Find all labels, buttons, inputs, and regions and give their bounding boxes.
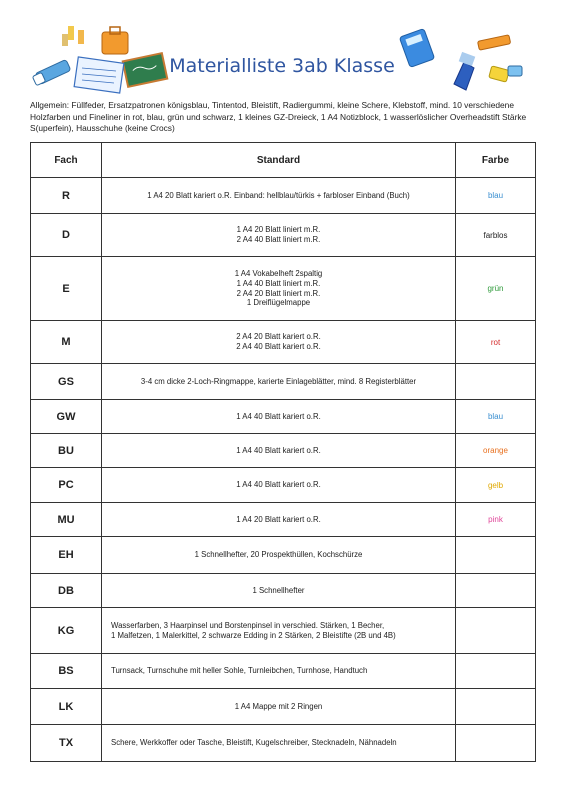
table-row [31, 178, 536, 214]
table-row [31, 537, 536, 574]
standard-line: 3-4 cm dicke 2-Loch-Ringmappe, karierte Einlageblätter, mind. 8 Registerblätter [140, 376, 417, 386]
standard-cell [102, 654, 456, 689]
standard-line: 1 A4 20 Blatt kariert o.R. Einband: hellblau/türkis + farbloser Einband (Buch) [147, 190, 410, 200]
standard-line: 1 Schnellhefter, 20 Prospekthüllen, Kochschürze [194, 550, 363, 560]
table-row [31, 364, 536, 400]
standard-line: 2 A4 40 Blatt liniert m.R. [236, 235, 321, 244]
standard-cell [102, 178, 456, 214]
subject-cell: BS [31, 654, 102, 689]
standard-line: 2 A4 40 Blatt kariert o.R. [236, 342, 321, 351]
standard-line: Turnsack, Turnschuhe mit heller Sohle, Turnleibchen, Turnhose, Handtuch [111, 666, 368, 676]
standard-line: 1 A4 40 Blatt kariert o.R. [236, 480, 321, 490]
color-cell [456, 537, 536, 574]
table-row [31, 468, 536, 503]
page-title: Materialliste 3ab Klasse [169, 55, 395, 77]
standard-cell [102, 321, 456, 364]
standard-cell [102, 434, 456, 468]
standard-line: Wasserfarben, 3 Haarpinsel und Borstenpinsel in verschied. Stärken, 1 Becher, [111, 620, 385, 630]
color-cell: blau [456, 178, 536, 214]
subject-cell: BU [31, 434, 102, 468]
subject-cell: GS [31, 364, 102, 400]
subject-cell: PC [31, 468, 102, 503]
standard-cell [102, 574, 456, 608]
color-cell: farblos [456, 214, 536, 257]
color-cell [456, 574, 536, 608]
subject-cell: MU [31, 503, 102, 537]
table-row [31, 214, 536, 257]
subject-cell: DB [31, 574, 102, 608]
subject-cell: E [31, 257, 102, 321]
standard-cell [102, 257, 456, 321]
school-bag-icon [102, 32, 128, 54]
table-row [31, 434, 536, 468]
color-cell: grün [456, 257, 536, 321]
standard-cell [102, 537, 456, 574]
header-farbe: Farbe [456, 143, 536, 178]
color-cell: orange [456, 434, 536, 468]
color-cell [456, 364, 536, 400]
table-row [31, 257, 536, 321]
general-materials-text: Allgemein: Füllfeder, Ersatzpatronen königsblau, Tintentod, Bleistift, Radiergummi, kleine Schere, Klebstoff, mind. 10 verschiedene Holzfarben und Fineliner in rot, blau, grün und schwarz, 1 kleines GZ-Dreieck, 1 A4 Notizblock, 1 wasserlöslicher Overheadstift Stärke S(uperfein), Hausschuhe (keine Crocs) [30, 100, 527, 133]
color-cell [456, 725, 536, 762]
standard-line: 2 A4 20 Blatt liniert m.R. [236, 288, 321, 298]
subject-cell: KG [31, 608, 102, 654]
color-cell: rot [456, 321, 536, 364]
materials-table [30, 142, 536, 762]
crayon-icon [478, 35, 511, 50]
table-row [31, 321, 536, 364]
standard-line: 1 Dreiflügelmappe [246, 298, 311, 308]
header-standard: Standard [102, 143, 456, 178]
table-header-row [31, 143, 536, 178]
standard-cell [102, 503, 456, 537]
standard-line: 1 Malfetzen, 1 Malerkittel, 2 schwarze Edding in 2 Stärken, 2 Bleistifte (2B und 4B) [111, 630, 396, 640]
standard-line: 1 A4 Vokabelheft 2spaltig [234, 269, 323, 279]
standard-cell [102, 468, 456, 503]
standard-line: 1 A4 40 Blatt kariert o.R. [236, 445, 321, 455]
standard-line: 1 A4 40 Blatt liniert m.R. [236, 278, 321, 288]
standard-line: 1 A4 20 Blatt kariert o.R. [236, 514, 321, 524]
standard-line: 1 A4 20 Blatt liniert m.R. [236, 225, 321, 235]
standard-line: Schere, Werkkoffer oder Tasche, Bleistift, Kugelschreiber, Stecknadeln, Nähnadeln [111, 738, 397, 748]
standard-cell [102, 364, 456, 400]
standard-line: 1 Schnellhefter [252, 585, 305, 595]
table-row [31, 574, 536, 608]
color-cell [456, 608, 536, 654]
standard-cell [102, 689, 456, 725]
table-row [31, 503, 536, 537]
subject-cell: TX [31, 725, 102, 762]
color-cell [456, 654, 536, 689]
standard-cell [102, 725, 456, 762]
subject-cell: R [31, 178, 102, 214]
table-row [31, 608, 536, 654]
subject-cell: D [31, 214, 102, 257]
standard-cell [102, 400, 456, 434]
color-cell [456, 689, 536, 725]
color-cell: pink [456, 503, 536, 537]
subject-cell: EH [31, 537, 102, 574]
standard-cell [102, 608, 456, 654]
table-row [31, 654, 536, 689]
table-row [31, 725, 536, 762]
subject-cell: M [31, 321, 102, 364]
table-row [31, 689, 536, 725]
subject-cell: GW [31, 400, 102, 434]
standard-cell [102, 214, 456, 257]
standard-line: 1 A4 40 Blatt kariert o.R. [236, 411, 321, 421]
header-fach: Fach [31, 143, 102, 178]
color-cell: blau [456, 400, 536, 434]
standard-line: 1 A4 Mappe mit 2 Ringen [234, 701, 323, 711]
color-cell: gelb [456, 468, 536, 503]
table-row [31, 400, 536, 434]
standard-line: 2 A4 20 Blatt kariert o.R. [236, 332, 321, 342]
subject-cell: LK [31, 689, 102, 725]
pencil-cup-icon [62, 26, 84, 46]
